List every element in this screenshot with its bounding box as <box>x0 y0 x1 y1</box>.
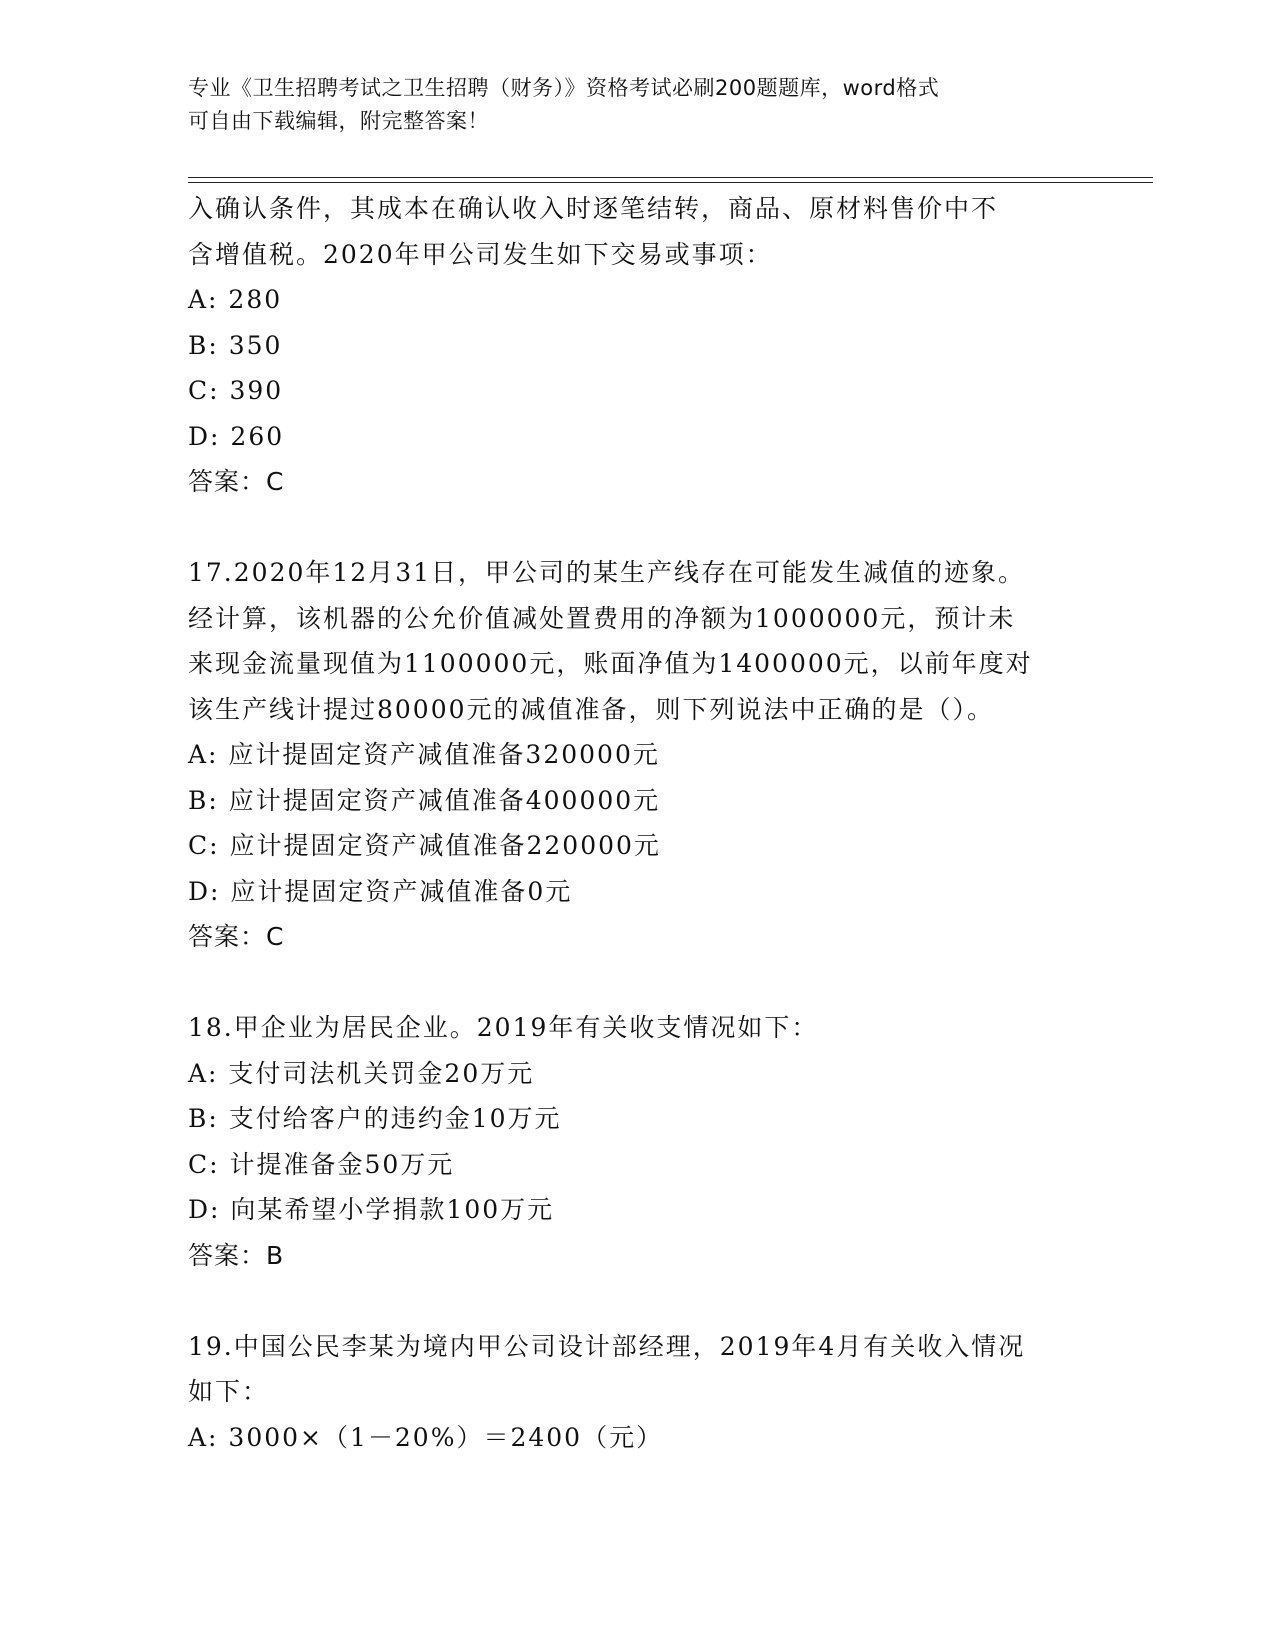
option-b: B: 应计提固定资产减值准备400000元 <box>188 785 661 815</box>
option-c: C: 计提准备金50万元 <box>188 1149 455 1179</box>
answer-line: 答案：C <box>188 922 285 951</box>
question-text-line: 该生产线计提过80000元的减值准备，则下列说法中正确的是（）。 <box>188 694 995 724</box>
option-b: B: 支付给客户的违约金10万元 <box>188 1104 562 1133</box>
document-body <box>188 186 1088 1460</box>
option-a: A: 3000×（1－20%）＝2400（元） <box>188 1422 664 1452</box>
header-divider-top <box>188 177 1153 178</box>
question-text-line: 18.甲企业为居民企业。2019年有关收支情况如下： <box>188 1013 819 1042</box>
page-header <box>188 72 1088 138</box>
spacer <box>188 1278 1088 1324</box>
answer-line: 答案：C <box>188 467 285 496</box>
option-c: C: 390 <box>188 376 284 405</box>
option-b: B: 350 <box>188 330 283 360</box>
question-text-line: 如下： <box>188 1377 270 1406</box>
option-a: A: 支付司法机关罚金20万元 <box>188 1058 535 1088</box>
question-text-line: 入确认条件，其成本在确认收入时逐笔结转，商品、原材料售价中不 <box>188 194 999 223</box>
spacer <box>188 960 1088 1006</box>
spacer <box>188 505 1088 551</box>
option-a: A: 应计提固定资产减值准备320000元 <box>188 740 660 769</box>
header-line-1: 专业《卫生招聘考试之卫生招聘（财务）》资格考试必刷200题题库，word格式 <box>188 76 940 100</box>
option-d: D: 260 <box>188 421 285 451</box>
header-divider-bottom <box>188 182 1153 183</box>
answer-line: 答案：B <box>188 1240 285 1270</box>
option-c: C: 应计提固定资产减值准备220000元 <box>188 831 661 860</box>
option-a: A: 280 <box>188 285 283 314</box>
question-19 <box>188 1324 1088 1461</box>
option-d: D: 向某希望小学捐款100万元 <box>188 1195 555 1224</box>
question-text-line: 来现金流量现值为1100000元，账面净值为1400000元，以前年度对 <box>188 649 1033 678</box>
question-18 <box>188 1005 1088 1278</box>
question-text-line: 含增值税。2020年甲公司发生如下交易或事项： <box>188 239 773 269</box>
question-17 <box>188 550 1088 960</box>
question-text-line: 19.中国公民李某为境内甲公司设计部经理，2019年4月有关收入情况 <box>188 1331 1026 1361</box>
header-line-2: 可自由下载编辑，附完整答案！ <box>188 109 489 133</box>
question-text-line: 17.2020年12月31日，甲公司的某生产线存在可能发生减值的迹象。 <box>188 558 1026 587</box>
question-text-line: 经计算，该机器的公允价值减处置费用的净额为1000000元，预计未 <box>188 603 1016 633</box>
option-d: D: 应计提固定资产减值准备0元 <box>188 876 573 906</box>
question-fragment <box>188 186 1088 505</box>
